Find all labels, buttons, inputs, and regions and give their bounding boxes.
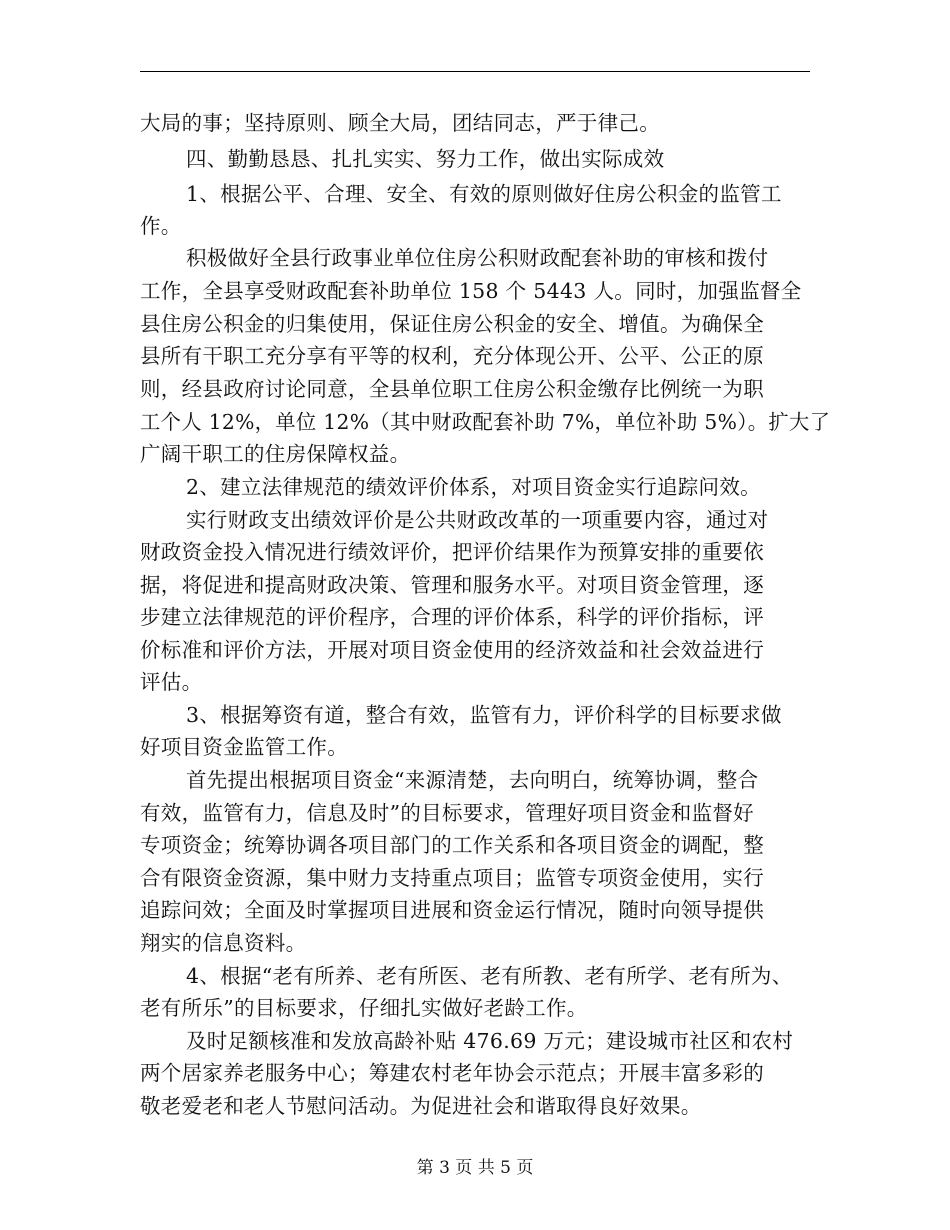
section-heading: 四、勤勤恳恳、扎扎实实、努力工作，做出实际成效 [186,147,665,171]
text-line: 追踪问效；全面及时掌握项目进展和资金运行情况，随时向领导提供 [140,898,764,922]
text-line: 及时足额核准和发放高龄补贴 476.69 万元；建设城市社区和农村 [186,1029,794,1053]
subsection-heading: 4、根据“老有所养、老有所医、老有所教、老有所学、老有所为、 [186,964,793,988]
text-line: 实行财政支出绩效评价是公共财政改革的一项重要内容，通过对 [186,508,769,532]
text-line: 工作，全县享受财政配套补助单位 158 个 5443 人。同时，加强监督全 [140,279,802,303]
subsection-heading: 2、建立法律规范的绩效评价体系，对项目资金实行追踪问效。 [186,475,761,499]
text-line: 有效，监管有力，信息及时”的目标要求，管理好项目资金和监督好 [140,801,754,825]
text-line: 县住房公积金的归集使用，保证住房公积金的安全、增值。为确保全 [140,312,764,336]
text-line: 作。 [140,214,182,238]
subsection-heading: 3、根据筹资有道，整合有效，监管有力，评价科学的目标要求做 [186,703,782,727]
text-line: 积极做好全县行政事业单位住房公积财政配套补助的审核和拨付 [186,246,769,270]
page-number-footer: 第 3 页 共 5 页 [416,1158,534,1178]
text-line: 步建立法律规范的评价程序，合理的评价体系，科学的评价指标，评 [140,605,764,629]
text-line: 大局的事；坚持原则、顾全大局，团结同志，严于律己。 [140,111,660,135]
text-line: 老有所乐”的目标要求，仔细扎实做好老龄工作。 [140,996,588,1020]
text-line: 财政资金投入情况进行绩效评价，把评价结果作为预算安排的重要依 [140,540,764,564]
text-line: 翔实的信息资料。 [140,931,307,955]
text-line: 据，将促进和提高财政决策、管理和服务水平。对项目资金管理，逐 [140,573,764,597]
text-line: 合有限资金资源，集中财力支持重点项目；监管专项资金使用，实行 [140,866,764,890]
subsection-heading: 1、根据公平、合理、安全、有效的原则做好住房公积金的监管工 [186,182,782,206]
text-line: 首先提出根据项目资金“来源清楚，去向明白，统筹协调，整合 [186,768,759,792]
text-line: 县所有干职工充分享有平等的权利，充分体现公开、公平、公正的原 [140,344,764,368]
text-line: 专项资金；统筹协调各项目部门的工作关系和各项目资金的调配，整 [140,833,764,857]
text-line: 则，经县政府讨论同意，全县单位职工住房公积金缴存比例统一为职 [140,377,764,401]
text-line: 敬老爱老和老人节慰问活动。为促进社会和谐取得良好效果。 [140,1094,702,1118]
text-line: 广阔干职工的住房保障权益。 [140,442,411,466]
text-line: 价标准和评价方法，开展对项目资金使用的经济效益和社会效益进行 [140,638,764,662]
text-line: 评估。 [140,670,203,694]
header-rule [140,71,810,72]
text-line: 工个人 12%，单位 12%（其中财政配套补助 7%，单位补助 5%）。扩大了 [140,410,831,434]
text-line: 两个居家养老服务中心；筹建农村老年协会示范点；开展丰富多彩的 [140,1061,764,1085]
text-line: 好项目资金监管工作。 [140,735,348,759]
